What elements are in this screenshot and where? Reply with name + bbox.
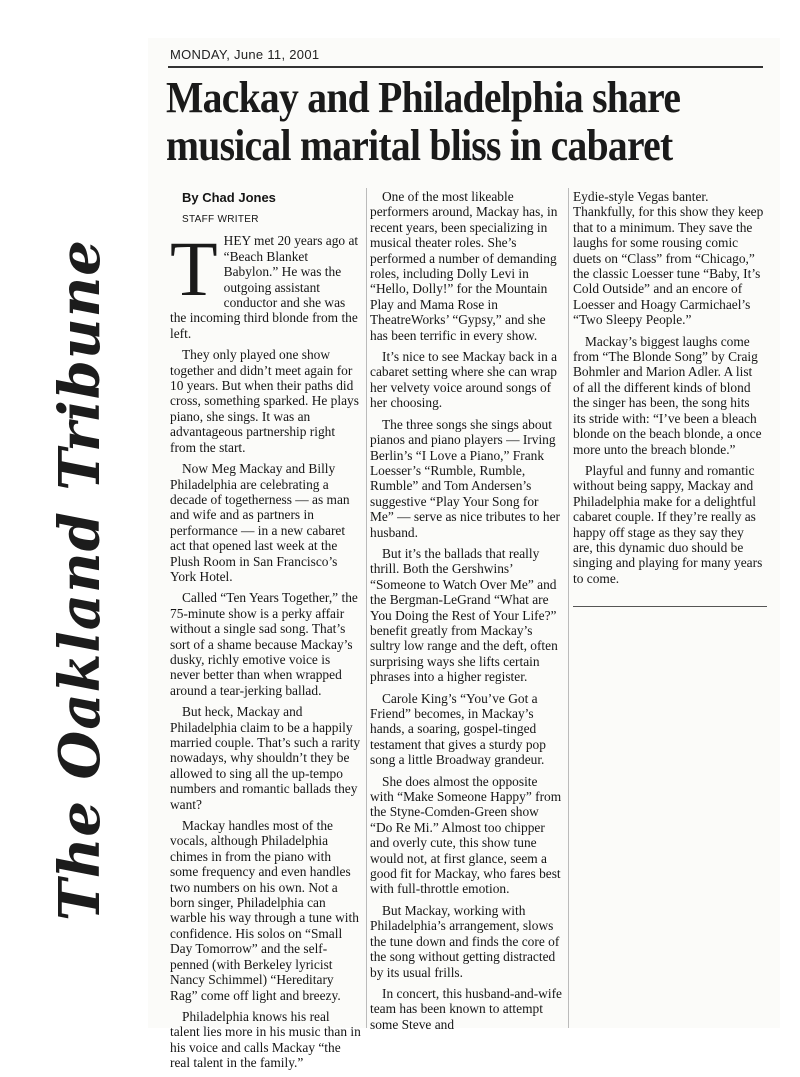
column-rule bbox=[366, 188, 367, 1028]
headline-line-2: musical marital bliss in cabaret bbox=[166, 121, 673, 170]
paragraph: Eydie-style Vegas banter. Thankfully, for this show they keep that to a minimum. They save the laughs for some rousing comic duets on “Class” from “Chicago,” the classic Loesser tune “Baby, It’s Cold Outside” and an encore of Loesser and Hoagy Carmichael’s “Two Sleepy People.” bbox=[573, 189, 764, 328]
article-column-3 bbox=[573, 189, 765, 592]
article-column-2 bbox=[370, 189, 564, 1038]
byline: By Chad Jones bbox=[182, 190, 276, 205]
masthead bbox=[20, 239, 140, 921]
paragraph: In concert, this husband-and-wife team has been known to attempt some Steve and bbox=[370, 985, 562, 1032]
lead-text: HEY met 20 years ago at “Beach Blanket Babylon.” He was the outgoing assistant conductor and she was the incoming third blonde from the left. bbox=[170, 233, 359, 341]
lead-paragraph bbox=[170, 225, 362, 341]
paragraph: Mackay’s biggest laughs come from “The Blonde Song” by Craig Bohmler and Marion Adler. A list of all the different kinds of blond the singer has been, the song hits its stride with: “I’ve been a bleach blonde on the beach blonde, a once more unto the breach blonde.” bbox=[573, 333, 762, 457]
drop-cap: T bbox=[170, 225, 218, 313]
paragraph: But it’s the ballads that really thrill. Both the Gershwins’ “Someone to Watch Over Me” and the Bergman-LeGrand “What are You Doing the Rest of Your Life?” benefit greatly from Mackay’s sultry low range and the deft, often surprising ways she lifts certain phrases into a higher register. bbox=[370, 545, 558, 685]
headline-line-1: Mackay and Philadelphia share bbox=[166, 73, 681, 122]
paragraph: Mackay handles most of the vocals, although Philadelphia chimes in from the piano with some frequency and even handles two numbers on his own. Not a born singer, Philadelphia can warble his way through a tune with confidence. His solos on “Small Day Tomorrow” and the self-penned (with Berkeley lyricist Nancy Schimmel) “Hereditary Rag” come off light and breezy. bbox=[170, 818, 359, 1003]
paragraph: They only played one show together and didn’t meet again for 10 years. But when their paths did cross, something sparked. He plays piano, she sings. It was an advantageous partnership right from the start. bbox=[170, 347, 359, 455]
article-column-1 bbox=[170, 190, 362, 1077]
paragraph: She does almost the opposite with “Make Someone Happy” from the Styne-Comden-Green show “Do Re Mi.” Almost too chipper and overly cute, this show tune would not, at first glance, seem a good fit for Mackay, who fares best with full-throttle emotion. bbox=[370, 773, 562, 897]
byline-role: STAFF WRITER bbox=[182, 214, 259, 225]
column-rule bbox=[568, 188, 569, 1028]
paragraph: Philadelphia knows his real talent lies more in his music than in his voice and calls Mackay “the real talent in the family.” bbox=[170, 1008, 361, 1071]
masthead-title: The Oakland Tribune bbox=[47, 239, 113, 921]
paragraph: Carole King’s “You’ve Got a Friend” becomes, in Mackay’s hands, a soaring, gospel-tinged testament that gives a sturdy pop song a little Broadway grandeur. bbox=[370, 690, 546, 768]
paragraph: One of the most likeable performers around, Mackay has, in recent years, been specializing in musical theater roles. She’s performed a number of demanding roles, including Dolly Levi in “Hello, Dolly!” for the Mountain Play and Mama Rose in TheatreWorks’ “Gypsy,” and she has been terrific in every show. bbox=[370, 189, 558, 343]
end-of-article-rule bbox=[573, 606, 767, 607]
paragraph: Called “Ten Years Together,” the 75-minute show is a perky affair without a single sad song. That’s sort of a shame because Mackay’s dusky, richly emotive voice is never better than when wrapped around a tear-jerking ballad. bbox=[170, 590, 358, 698]
issue-date: MONDAY, June 11, 2001 bbox=[170, 47, 320, 62]
headline bbox=[166, 74, 760, 170]
header-rule bbox=[168, 66, 763, 68]
paragraph: Now Meg Mackay and Billy Philadelphia are celebrating a decade of togetherness — as man and wife and as partners in performance — in a new cabaret act that opened last week at the Plush Room in San Francisco’s York Hotel. bbox=[170, 461, 350, 584]
paragraph: The three songs she sings about pianos and piano players — Irving Berlin’s “I Love a Piano,” Frank Loesser’s “Rumble, Rumble, Rumble” and Tom Andersen’s suggestive “Play Your Song for Me” — serve as nice tributes to her husband. bbox=[370, 416, 561, 540]
paragraph: But Mackay, working with Philadelphia’s arrangement, slows the tune down and finds the core of the song without getting distracted by its usual frills. bbox=[370, 902, 560, 980]
paragraph: Playful and funny and romantic without being sappy, Mackay and Philadelphia make for a delightful cabaret couple. If they’re really as happy off stage as they say they are, this dynamic duo should be singing and playing for many years to come. bbox=[573, 462, 763, 586]
paragraph: But heck, Mackay and Philadelphia claim to be a happily married couple. That’s such a rarity nowadays, why shouldn’t they be allowed to sing all the up-tempo numbers and romantic ballads they want? bbox=[170, 704, 361, 812]
paragraph: It’s nice to see Mackay back in a cabaret setting where she can wrap her velvety voice around songs of her choosing. bbox=[370, 349, 558, 411]
